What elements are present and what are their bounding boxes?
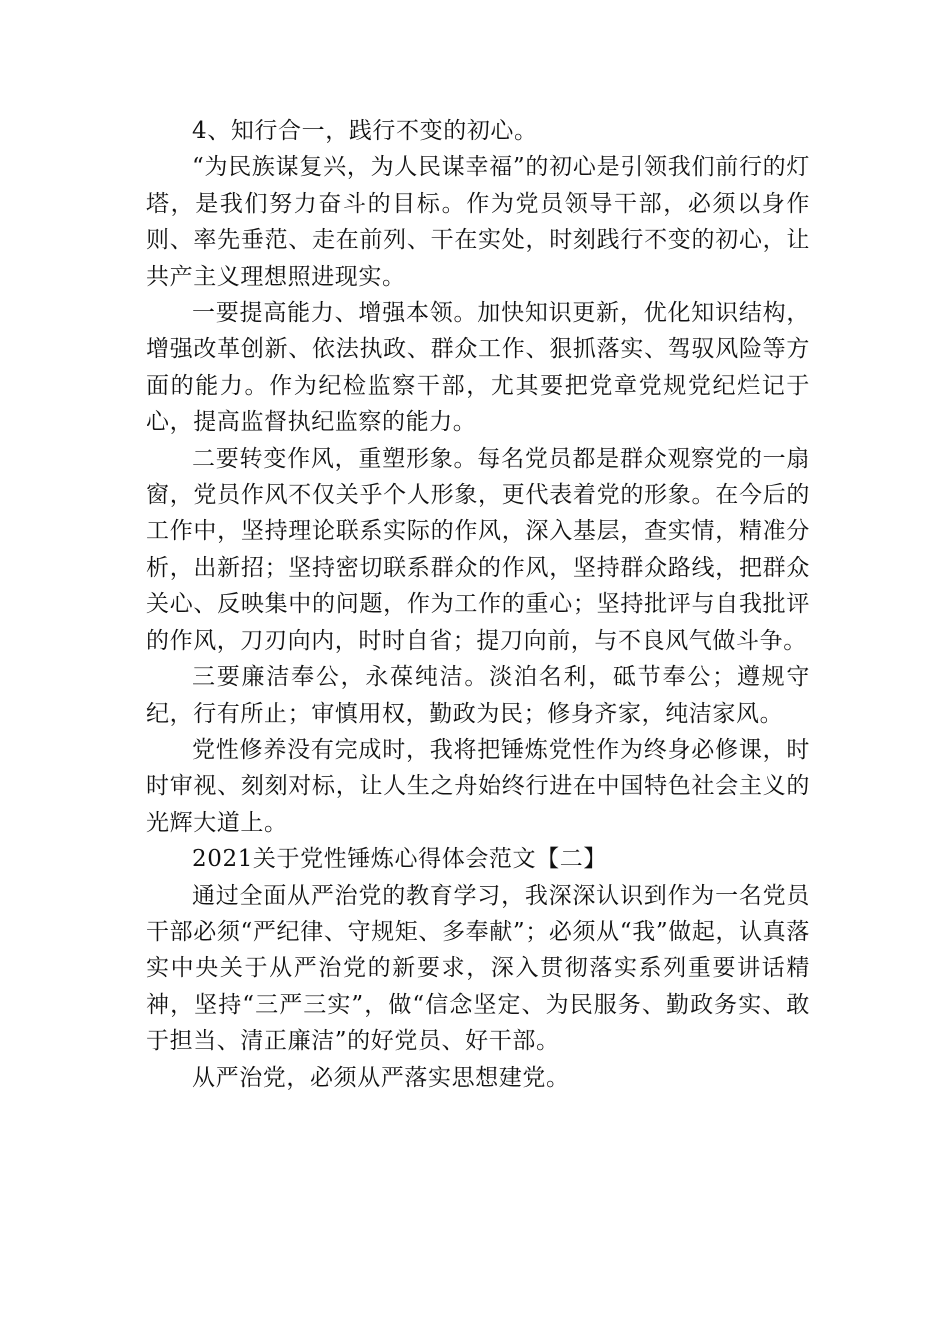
paragraph-integrity: 三要廉洁奉公，永葆纯洁。淡泊名利，砥节奉公；遵规守纪，行有所止；审慎用权，勤政为民；修身齐家，纯洁家风。: [146, 664, 810, 727]
paragraph-strict-governance: 通过全面从严治党的教育学习，我深深认识到作为一名党员干部必须“严纪律、守规矩、多奉献”；必须从“我”做起，认真落实中央关于从严治党的新要求，深入贯彻落实系列重要讲话精神，坚持“三严三实”，做“信念坚定、为民服务、勤政务实、敢于担当、清正廉洁”的好党员、好干部。: [146, 882, 810, 1055]
paragraph-ideological-building: 从严治党，必须从严落实思想建党。: [192, 1064, 570, 1091]
paragraph-party-cultivation: 党性修养没有完成时，我将把锤炼党性作为终身必修课，时时审视、刻刻对标，让人生之舟始终行进在中国特色社会主义的光辉大道上。: [146, 736, 810, 836]
paragraph-change-style: 二要转变作风，重塑形象。每名党员都是群众观察党的一扇窗，党员作风不仅关乎个人形象，更代表着党的形象。在今后的工作中，坚持理论联系实际的作风，深入基层，查实情，精准分析，出新招；坚持密切联系群众的作风，坚持群众路线，把群众关心、反映集中的问题，作为工作的重心；坚持批评与自我批评的作风，刀刃向内，时时自省；提刀向前，与不良风气做斗争。: [146, 445, 810, 654]
paragraph-improve-ability: 一要提高能力、增强本领。加快知识更新，优化知识结构，增强改革创新、依法执政、群众工作、狠抓落实、驾驭风险等方面的能力。作为纪检监察干部，尤其要把党章党规党纪烂记于心，提高监督执纪监察的能力。: [146, 300, 810, 436]
section-heading-4: 4、知行合一，践行不变的初心。: [192, 118, 538, 144]
article-heading-2: 2021关于党性锤炼心得体会范文【二】: [192, 846, 607, 873]
paragraph-original-aspiration: “为民族谋复兴，为人民谋幸福”的初心是引领我们前行的灯塔，是我们努力奋斗的目标。作为党员领导干部，必须以身作则、率先垂范、走在前列、干在实处，时刻践行不变的初心，让共产主义理想照进现实。: [146, 154, 810, 290]
document-body: [146, 113, 810, 1096]
